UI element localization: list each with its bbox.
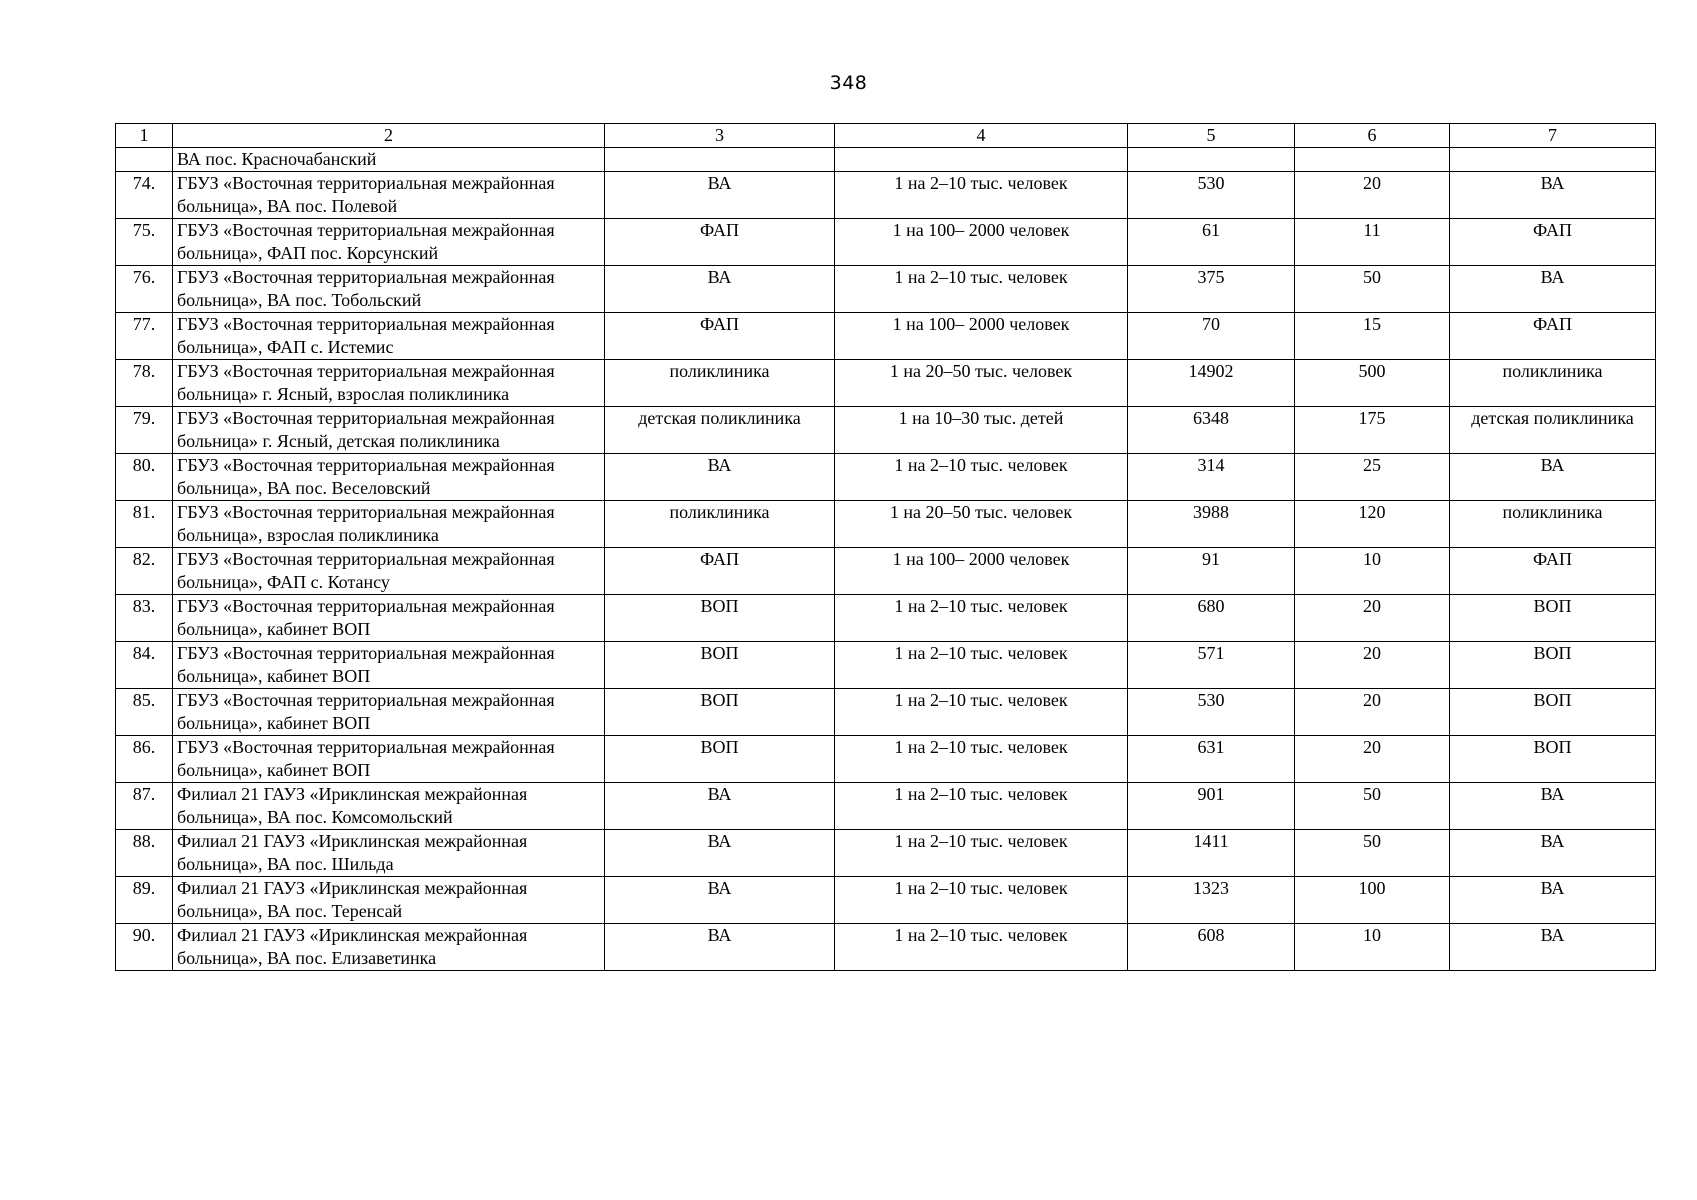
cell-population: 530 [1128, 172, 1295, 219]
table-row [116, 360, 1656, 407]
header-col-2: 2 [173, 124, 605, 148]
table-row [116, 501, 1656, 548]
cell-norm: 1 на 2–10 тыс. человек [835, 266, 1128, 313]
cell-distance: 100 [1295, 877, 1450, 924]
cell-name: ГБУЗ «Восточная территориальная межрайонная больница», кабинет ВОП [173, 642, 605, 689]
cell-population: 1323 [1128, 877, 1295, 924]
cell-name: ГБУЗ «Восточная территориальная межрайонная больница», кабинет ВОП [173, 689, 605, 736]
cell-type: ФАП [605, 219, 835, 266]
table-row [116, 783, 1656, 830]
cell-recommended: детская поликлиника [1450, 407, 1656, 454]
cell-norm: 1 на 2–10 тыс. человек [835, 454, 1128, 501]
cell-distance: 50 [1295, 783, 1450, 830]
table-row [116, 736, 1656, 783]
cell-name: ГБУЗ «Восточная территориальная межрайонная больница», кабинет ВОП [173, 595, 605, 642]
cell-distance: 20 [1295, 595, 1450, 642]
cell-name: ГБУЗ «Восточная территориальная межрайонная больница», ФАП с. Котансу [173, 548, 605, 595]
cell-type: ВА [605, 454, 835, 501]
cell-recommended: ВА [1450, 454, 1656, 501]
table-row [116, 407, 1656, 454]
cell-num: 85. [116, 689, 173, 736]
cell-norm: 1 на 2–10 тыс. человек [835, 736, 1128, 783]
cell-recommended: ФАП [1450, 313, 1656, 360]
cell-norm: 1 на 20–50 тыс. человек [835, 501, 1128, 548]
cell-population: 14902 [1128, 360, 1295, 407]
cell-recommended: ВА [1450, 172, 1656, 219]
header-col-5: 5 [1128, 124, 1295, 148]
cell-recommended: ВОП [1450, 736, 1656, 783]
cell-type: ВА [605, 172, 835, 219]
cell-distance: 20 [1295, 172, 1450, 219]
cell-name: ГБУЗ «Восточная территориальная межрайонная больница» г. Ясный, взрослая поликлиника [173, 360, 605, 407]
cell-distance: 11 [1295, 219, 1450, 266]
header-col-4: 4 [835, 124, 1128, 148]
cell-population: 608 [1128, 924, 1295, 971]
cell-recommended: ФАП [1450, 548, 1656, 595]
cell-num: 87. [116, 783, 173, 830]
cell-distance: 20 [1295, 736, 1450, 783]
cell-distance: 20 [1295, 642, 1450, 689]
cell-distance [1295, 148, 1450, 172]
cell-recommended: ВА [1450, 783, 1656, 830]
cell-distance: 50 [1295, 266, 1450, 313]
cell-norm: 1 на 10–30 тыс. детей [835, 407, 1128, 454]
cell-recommended: ВОП [1450, 595, 1656, 642]
cell-type: ФАП [605, 313, 835, 360]
cell-name: Филиал 21 ГАУЗ «Ириклинская межрайонная больница», ВА пос. Шильда [173, 830, 605, 877]
cell-type: поликлиника [605, 360, 835, 407]
cell-norm: 1 на 100– 2000 человек [835, 548, 1128, 595]
cell-num: 88. [116, 830, 173, 877]
cell-population: 571 [1128, 642, 1295, 689]
cell-norm: 1 на 2–10 тыс. человек [835, 877, 1128, 924]
facilities-table [115, 123, 1656, 971]
cell-distance: 175 [1295, 407, 1450, 454]
cell-distance: 20 [1295, 689, 1450, 736]
cell-num: 77. [116, 313, 173, 360]
cell-type: поликлиника [605, 501, 835, 548]
cell-num: 74. [116, 172, 173, 219]
page-number: 348 [829, 72, 868, 94]
cell-norm: 1 на 20–50 тыс. человек [835, 360, 1128, 407]
cell-distance: 120 [1295, 501, 1450, 548]
cell-num: 84. [116, 642, 173, 689]
cell-norm: 1 на 2–10 тыс. человек [835, 924, 1128, 971]
cell-population: 375 [1128, 266, 1295, 313]
cell-distance: 10 [1295, 924, 1450, 971]
cell-name: ГБУЗ «Восточная территориальная межрайонная больница», кабинет ВОП [173, 736, 605, 783]
cell-type: ВОП [605, 595, 835, 642]
cell-norm: 1 на 2–10 тыс. человек [835, 783, 1128, 830]
cell-population [1128, 148, 1295, 172]
cell-norm: 1 на 100– 2000 человек [835, 219, 1128, 266]
cell-num: 76. [116, 266, 173, 313]
cell-name: ГБУЗ «Восточная территориальная межрайонная больница», ФАП с. Истемис [173, 313, 605, 360]
cell-num: 82. [116, 548, 173, 595]
cell-recommended: ВОП [1450, 642, 1656, 689]
cell-norm [835, 148, 1128, 172]
table-row [116, 642, 1656, 689]
cell-population: 3988 [1128, 501, 1295, 548]
cell-type: детская поликлиника [605, 407, 835, 454]
cell-type: ВОП [605, 642, 835, 689]
header-col-1: 1 [116, 124, 173, 148]
cell-recommended: ВА [1450, 266, 1656, 313]
cell-norm: 1 на 2–10 тыс. человек [835, 595, 1128, 642]
table-row [116, 830, 1656, 877]
cell-name: ВА пос. Красночабанский [173, 148, 605, 172]
cell-distance: 25 [1295, 454, 1450, 501]
table-row [116, 595, 1656, 642]
cell-type: ВА [605, 783, 835, 830]
table-row [116, 266, 1656, 313]
table-row [116, 172, 1656, 219]
cell-num: 81. [116, 501, 173, 548]
cell-name: Филиал 21 ГАУЗ «Ириклинская межрайонная больница», ВА пос. Теренсай [173, 877, 605, 924]
header-col-3: 3 [605, 124, 835, 148]
cell-type: ВА [605, 877, 835, 924]
cell-recommended: ВОП [1450, 689, 1656, 736]
cell-num: 86. [116, 736, 173, 783]
cell-population: 70 [1128, 313, 1295, 360]
cell-norm: 1 на 2–10 тыс. человек [835, 689, 1128, 736]
cell-recommended: поликлиника [1450, 360, 1656, 407]
cell-norm: 1 на 2–10 тыс. человек [835, 642, 1128, 689]
cell-type: ВОП [605, 736, 835, 783]
header-col-7: 7 [1450, 124, 1656, 148]
cell-recommended: ВА [1450, 830, 1656, 877]
cell-norm: 1 на 100– 2000 человек [835, 313, 1128, 360]
cell-num: 90. [116, 924, 173, 971]
cell-num: 80. [116, 454, 173, 501]
cell-distance: 10 [1295, 548, 1450, 595]
cell-population: 61 [1128, 219, 1295, 266]
table-row [116, 877, 1656, 924]
cell-num: 83. [116, 595, 173, 642]
cell-type [605, 148, 835, 172]
table-row [116, 219, 1656, 266]
cell-num: 75. [116, 219, 173, 266]
cell-num [116, 148, 173, 172]
cell-population: 631 [1128, 736, 1295, 783]
table-row [116, 548, 1656, 595]
cell-distance: 50 [1295, 830, 1450, 877]
cell-recommended: ВА [1450, 924, 1656, 971]
cell-population: 1411 [1128, 830, 1295, 877]
cell-population: 680 [1128, 595, 1295, 642]
cell-name: Филиал 21 ГАУЗ «Ириклинская межрайонная больница», ВА пос. Елизаветинка [173, 924, 605, 971]
table-row [116, 313, 1656, 360]
cell-recommended [1450, 148, 1656, 172]
continuation-row [116, 148, 1656, 172]
cell-population: 91 [1128, 548, 1295, 595]
cell-num: 89. [116, 877, 173, 924]
cell-distance: 15 [1295, 313, 1450, 360]
cell-norm: 1 на 2–10 тыс. человек [835, 172, 1128, 219]
table-row [116, 689, 1656, 736]
cell-type: ФАП [605, 548, 835, 595]
cell-distance: 500 [1295, 360, 1450, 407]
cell-type: ВА [605, 266, 835, 313]
cell-name: ГБУЗ «Восточная территориальная межрайонная больница», ВА пос. Полевой [173, 172, 605, 219]
cell-name: ГБУЗ «Восточная территориальная межрайонная больница» г. Ясный, детская поликлиника [173, 407, 605, 454]
header-col-6: 6 [1295, 124, 1450, 148]
cell-name: ГБУЗ «Восточная территориальная межрайонная больница», ВА пос. Тобольский [173, 266, 605, 313]
cell-num: 79. [116, 407, 173, 454]
cell-name: ГБУЗ «Восточная территориальная межрайонная больница», взрослая поликлиника [173, 501, 605, 548]
cell-norm: 1 на 2–10 тыс. человек [835, 830, 1128, 877]
cell-type: ВА [605, 924, 835, 971]
table-row [116, 454, 1656, 501]
cell-population: 901 [1128, 783, 1295, 830]
table-row [116, 924, 1656, 971]
cell-name: ГБУЗ «Восточная территориальная межрайонная больница», ВА пос. Веселовский [173, 454, 605, 501]
cell-name: Филиал 21 ГАУЗ «Ириклинская межрайонная больница», ВА пос. Комсомольский [173, 783, 605, 830]
cell-recommended: ФАП [1450, 219, 1656, 266]
cell-recommended: ВА [1450, 877, 1656, 924]
cell-num: 78. [116, 360, 173, 407]
cell-type: ВА [605, 830, 835, 877]
header-row [116, 124, 1656, 148]
cell-population: 6348 [1128, 407, 1295, 454]
cell-population: 314 [1128, 454, 1295, 501]
cell-name: ГБУЗ «Восточная территориальная межрайонная больница», ФАП пос. Корсунский [173, 219, 605, 266]
cell-type: ВОП [605, 689, 835, 736]
cell-recommended: поликлиника [1450, 501, 1656, 548]
cell-population: 530 [1128, 689, 1295, 736]
